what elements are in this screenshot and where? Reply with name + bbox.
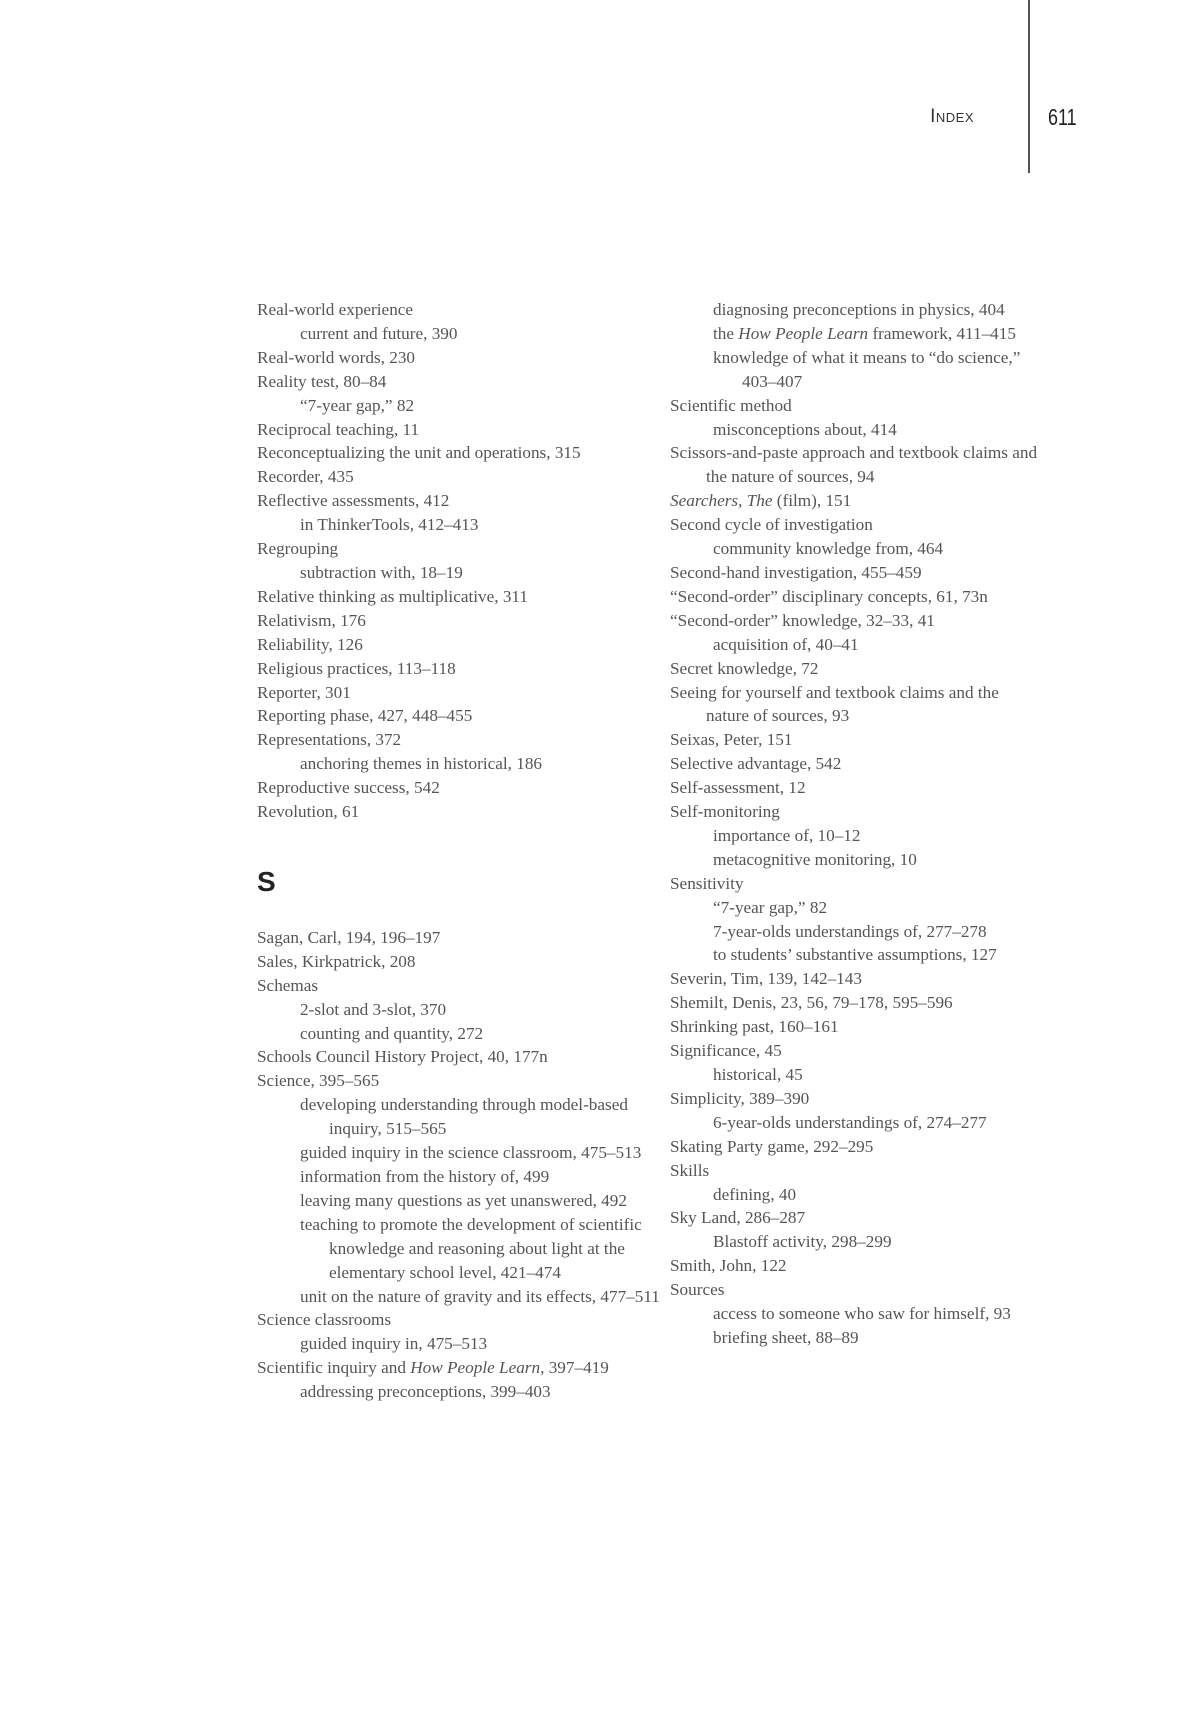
page-number: 611 <box>1048 104 1077 130</box>
index-entry: Science, 395–565 <box>257 1071 380 1091</box>
entry-text: (film), 151 <box>772 491 852 511</box>
index-subentry: defining, 40 <box>713 1184 797 1204</box>
index-entry: Scientific method <box>670 395 792 415</box>
index-entry: Selective advantage, 542 <box>670 754 842 774</box>
index-entry: Recorder, 435 <box>257 467 354 487</box>
entries-right <box>670 298 1045 1350</box>
index-subentry: current and future, 390 <box>300 323 458 343</box>
index-entry: Secret knowledge, 72 <box>670 658 819 678</box>
index-entry: Second-hand investigation, 455–459 <box>670 562 922 582</box>
index-subentry: guided inquiry in the science classroom, 475–513 <box>300 1143 642 1163</box>
index-subentry: guided inquiry in, 475–513 <box>300 1334 488 1354</box>
entries-before-s <box>257 298 677 824</box>
index-subentry: in ThinkerTools, 412–413 <box>300 515 479 535</box>
page-header <box>0 0 1200 180</box>
index-entry: Significance, 45 <box>670 1041 782 1061</box>
running-head: Index <box>930 106 974 127</box>
index-entry: Reporting phase, 427, 448–455 <box>257 706 473 726</box>
index-entry: Second cycle of investigation <box>670 515 873 535</box>
index-entry: Skating Party game, 292–295 <box>670 1136 874 1156</box>
index-subentry: teaching to promote the development of scientific knowledge and reasoning about light at the elementary school level, 421–474 <box>300 1214 642 1282</box>
index-subentry: 7-year-olds understandings of, 277–278 <box>713 921 987 941</box>
index-subentry: historical, 45 <box>713 1065 803 1084</box>
index-subentry: access to someone who saw for himself, 93 <box>713 1304 1011 1324</box>
index-entry: Severin, Tim, 139, 142–143 <box>670 969 862 989</box>
index-entry: Reflective assessments, 412 <box>257 491 450 511</box>
index-subentry: counting and quantity, 272 <box>300 1023 484 1043</box>
entry-italic-title: How People Learn, <box>410 1358 545 1378</box>
index-subentry: knowledge of what it means to “do science,” 403–407 <box>713 347 1021 391</box>
entry-text: Scientific inquiry and <box>257 1358 411 1378</box>
index-subentry: leaving many questions as yet unanswered, 492 <box>300 1190 627 1210</box>
index-entry: Real-world words, 230 <box>257 347 416 367</box>
index-subentry: 6-year-olds understandings of, 274–277 <box>713 1112 987 1132</box>
index-entry: Religious practices, 113–118 <box>257 658 456 678</box>
index-entry: Relativism, 176 <box>257 610 366 630</box>
index-entry: Skills <box>670 1160 710 1180</box>
index-entry: “Second-order” disciplinary concepts, 61, 73n <box>670 586 988 606</box>
index-subentry: unit on the nature of gravity and its effects, 477–511 <box>300 1286 660 1306</box>
index-subentry: Blastoff activity, 298–299 <box>713 1232 892 1252</box>
index-entry: Shrinking past, 160–161 <box>670 1017 839 1037</box>
index-entry: Sales, Kirkpatrick, 208 <box>257 951 416 971</box>
index-entry: Reproductive success, 542 <box>257 778 440 798</box>
index-entry: Scissors-and-paste approach and textbook claims and the nature of sources, 94 <box>670 443 1038 487</box>
index-subentry: addressing preconceptions, 399–403 <box>300 1382 551 1402</box>
index-subentry: “7-year gap,” 82 <box>300 395 415 415</box>
index-subentry <box>670 322 1045 346</box>
entry-italic-title: Searchers, The <box>670 491 773 511</box>
index-entry: Reciprocal teaching, 11 <box>257 419 420 439</box>
index-subentry: community knowledge from, 464 <box>713 539 944 559</box>
entry-text: the <box>713 323 739 343</box>
index-entry: Self-monitoring <box>670 802 780 822</box>
index-entry: Schools Council History Project, 40, 177n <box>257 1047 548 1067</box>
index-subentry: anchoring themes in historical, 186 <box>300 754 543 774</box>
entry-italic-title: How People Learn <box>738 323 869 343</box>
section-letter-heading: S <box>257 865 276 897</box>
index-column-left <box>257 298 677 1404</box>
index-subentry: subtraction with, 18–19 <box>300 562 463 582</box>
index-subentry: metacognitive monitoring, 10 <box>713 849 917 869</box>
entry-text: framework, 411–415 <box>868 323 1016 343</box>
index-entry: Reliability, 126 <box>257 634 363 654</box>
index-entry: Relative thinking as multiplicative, 311 <box>257 586 528 606</box>
index-entry: Simplicity, 389–390 <box>670 1088 810 1108</box>
index-entry: Schemas <box>257 975 319 995</box>
index-column-right <box>670 298 1045 1350</box>
index-entry <box>257 1356 677 1380</box>
index-subentry: to students’ substantive assumptions, 127 <box>713 945 997 965</box>
index-entry: Self-assessment, 12 <box>670 778 806 798</box>
index-subentry: developing understanding through model-based inquiry, 515–565 <box>300 1095 628 1139</box>
entries-after-s <box>257 926 677 1404</box>
index-entry: “Second-order” knowledge, 32–33, 41 <box>670 610 935 630</box>
index-entry: Shemilt, Denis, 23, 56, 79–178, 595–596 <box>670 993 953 1013</box>
header-divider <box>1028 0 1030 173</box>
index-entry: Seeing for yourself and textbook claims and the nature of sources, 93 <box>670 682 999 726</box>
index-subentry: briefing sheet, 88–89 <box>713 1327 859 1347</box>
index-subentry: importance of, 10–12 <box>713 825 861 845</box>
index-entry: Seixas, Peter, 151 <box>670 730 793 750</box>
index-entry: Revolution, 61 <box>257 802 360 822</box>
index-subentry: acquisition of, 40–41 <box>713 634 859 654</box>
index-entry: Sky Land, 286–287 <box>670 1208 806 1228</box>
index-subentry: “7-year gap,” 82 <box>713 897 828 917</box>
index-entry: Real-world experience <box>257 300 414 319</box>
index-subentry: 2-slot and 3-slot, 370 <box>300 999 447 1019</box>
index-entry: Representations, 372 <box>257 730 402 750</box>
index-entry: Regrouping <box>257 539 339 559</box>
index-entry: Smith, John, 122 <box>670 1256 787 1276</box>
index-entry <box>670 489 1045 513</box>
index-entry: Reporter, 301 <box>257 682 351 702</box>
index-subentry: misconceptions about, 414 <box>713 419 897 439</box>
entry-text: 397–419 <box>544 1358 609 1378</box>
index-entry: Sources <box>670 1280 725 1300</box>
index-subentry: information from the history of, 499 <box>300 1167 550 1186</box>
index-entry: Sensitivity <box>670 873 744 893</box>
index-entry: Sagan, Carl, 194, 196–197 <box>257 927 441 947</box>
index-entry: Reality test, 80–84 <box>257 371 387 391</box>
index-subentry: diagnosing preconceptions in physics, 404 <box>713 300 1005 319</box>
index-entry: Science classrooms <box>257 1310 392 1330</box>
index-entry: Reconceptualizing the unit and operations, 315 <box>257 443 581 463</box>
